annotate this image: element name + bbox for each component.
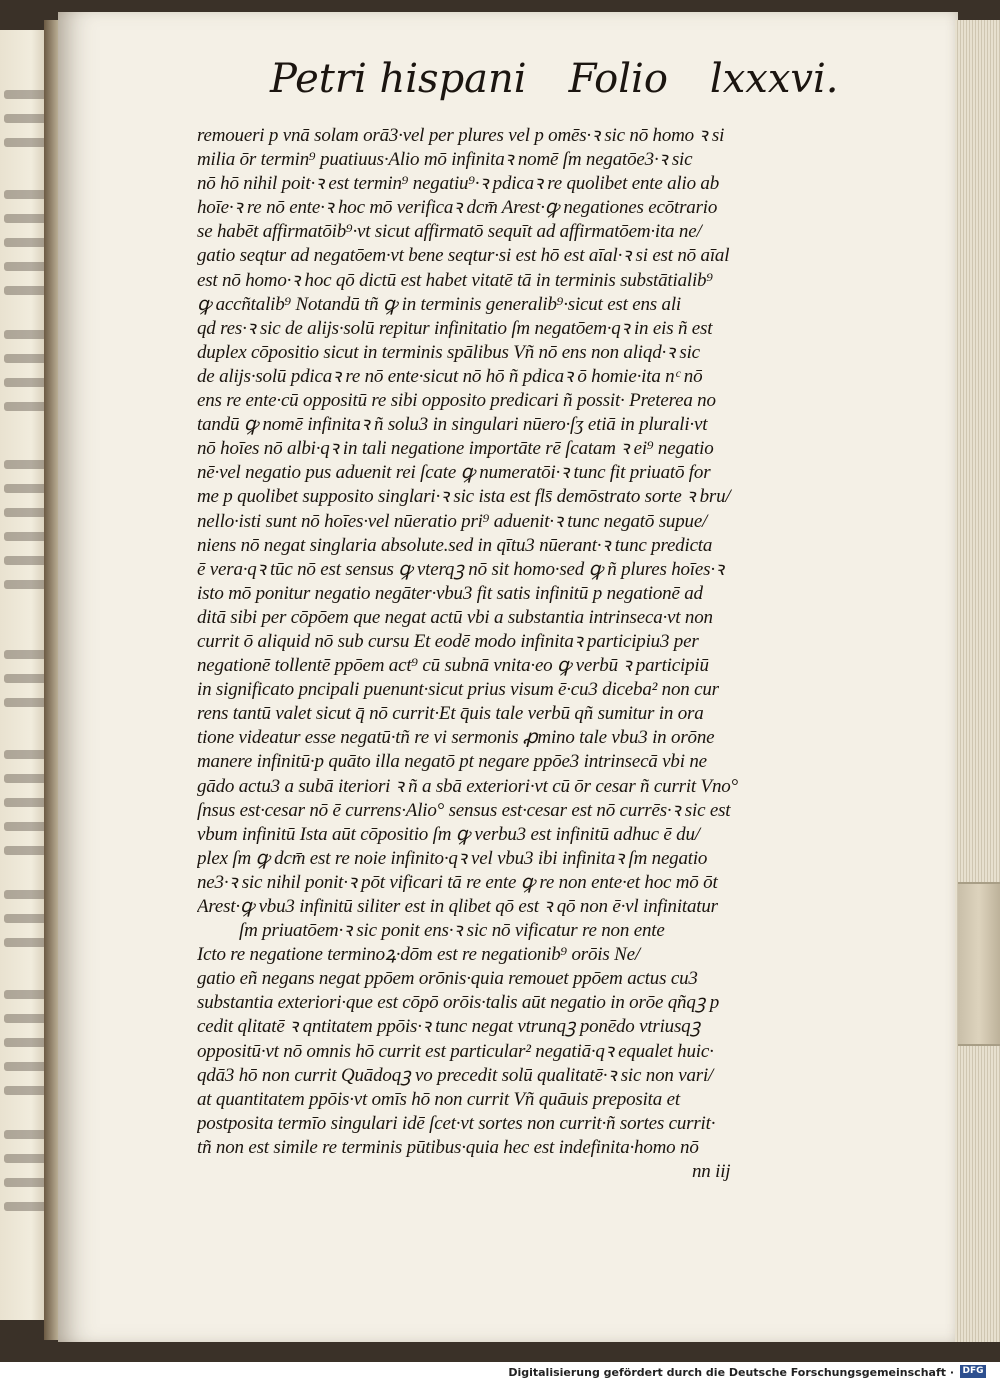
text-line: ꝙ accñtalib⁹ Notandū tñ ꝙ in terminis generalib⁹·sicut est ens ali	[197, 293, 681, 315]
body-text-block	[197, 124, 797, 1184]
text-line: tione videatur esse negatū·tñ re vi sermonis ꝓmino tale vbu3 in orōne	[197, 727, 715, 749]
text-line: negationē tollentē ppōem act⁹ cū subnā vnita·eo ꝙ verbū ꝛ participiū	[197, 655, 709, 677]
text-line: nello·isti sunt nō hoīes·vel nūeratio pri⁹ aduenit·ꝛ tunc negatō supue/	[197, 510, 708, 532]
text-line: ſm priuatōem·ꝛ sic ponit ens·ꝛ sic nō vificatur re non ente	[239, 920, 665, 942]
text-line: se habēt affirmatōib⁹·vt sicut affirmatō sequīt ad affirmatōem·ita ne/	[197, 221, 702, 243]
text-line: rens tantū valet sicut q̄ nō currit·Et q̄uis tale verbū qñ sumitur in ora	[197, 703, 704, 725]
text-line: qd res·ꝛ sic de alijs·solū repitur infinitatio ſm negatōem·qꝛ in eis ñ est	[197, 317, 713, 339]
text-line: isto mō ponitur negatio negāter·vbu3 fit satis infinitū p negationē ad	[197, 582, 703, 604]
text-line: in significato pncipali puenunt·sicut prius visum ē·cu3 diceba² non cur	[197, 679, 719, 701]
text-line: remoueri p vnā solam orā3·vel per plures vel p omēs·ꝛ sic nō homo ꝛ si	[197, 125, 725, 146]
text-line: nn iij	[692, 1161, 731, 1183]
text-line: niens nō negat singlaria absolute.sed in qītu3 nūerant·ꝛ tunc predicta	[197, 534, 713, 556]
text-line: ne3·ꝛ sic nihil ponit·ꝛ pōt vificari tā re ente ꝙ re non ente·et hoc mō ōt	[197, 871, 718, 893]
text-line: de alijs·solū pdicaꝛ re nō ente·sicut nō hō ñ pdicaꝛ ō homie·ita nᶜ nō	[197, 365, 703, 387]
digitization-credit: Digitalisierung gefördert durch die Deutsche Forschungsgemeinschaft ·	[508, 1366, 954, 1379]
text-line: ē vera·qꝛ tūc nō est sensus ꝙ vterqꝫ nō sit homo·sed ꝙ ñ plures hoīes·ꝛ	[197, 558, 724, 580]
text-line: plex ſm ꝙ dcm̄ est re noie infinito·qꝛ vel vbu3 ibi infinitaꝛ ſm negatio	[197, 847, 708, 869]
text-line: substantia exteriori·que est cōpō orōis·talis aūt negatio in orōe qñqꝫ p	[197, 992, 720, 1014]
text-line: tandū ꝙ nomē infinitaꝛ ñ solu3 in singulari nūero·ſʒ etiā in plurali·vt	[197, 414, 708, 436]
text-line: hoīe·ꝛ re nō ente·ꝛ hoc mō verificaꝛ dcm̄ Arest·ꝙ negationes ecōtrario	[197, 197, 718, 219]
text-line: vbum infinitū Ista aūt cōpositio ſm ꝙ verbu3 est infinitū adhuc ē du/	[197, 823, 700, 845]
header-author: Petri hispani	[270, 56, 527, 102]
text-line: Arest·ꝙ vbu3 infinitū siliter est in qlibet qō est ꝛ qō non ē·vl infinitatur	[197, 896, 718, 917]
header-folio-number: lxxxvi.	[709, 56, 839, 102]
text-line: at quantitatem ppōis·vt omīs hō non currit Vñ quāuis preposita et	[197, 1088, 680, 1110]
text-line: postposita termīo singulari idē ſcet·vt sortes non currit·ñ sortes currit·	[197, 1112, 716, 1134]
text-line: milia ōr termin⁹ puatiuus·Alio mō infinitaꝛ nomē ſm negatōe3·ꝛ sic	[197, 149, 693, 171]
text-line: gādo actu3 a subā iteriori ꝛ ñ a sbā exteriori·vt cū ōr cesar ñ currit Vno°	[197, 775, 738, 797]
text-line: gatio eñ negans negat ppōem orōnis·quia remouet ppōem actus cu3	[197, 968, 698, 990]
dfg-logo: DFG	[960, 1365, 986, 1378]
text-line: me p quolibet supposito singlari·ꝛ sic ista est fls̄ demōstrato sorte ꝛ bru/	[197, 486, 731, 508]
text-line: qdā3 hō non currit Quādoqꝫ vo precedit solū qualitatē·ꝛ sic non vari/	[197, 1064, 714, 1086]
running-header	[270, 42, 839, 102]
text-line: oppositū·vt nō omnis hō currit est particular² negatiā·qꝛ equalet huic·	[197, 1040, 714, 1062]
text-line: ditā sibi per cōpōem que negat actū vbi a substantia intrinseca·vt non	[197, 606, 713, 628]
page-stack-edge	[955, 20, 1000, 1342]
text-line: nō hoīes nō albi·qꝛ in tali negatione importāte rē ſcatam ꝛ ei⁹ negatio	[197, 438, 714, 460]
text-line: manere infinitū·p quāto illa negatō pt negare ppōe3 intrinsecā vbi ne	[197, 751, 707, 773]
text-line: ſnsus est·cesar nō ē currens·Alio° sensus est·cesar est nō currēs·ꝛ sic est	[197, 799, 731, 821]
text-line: tñ non est simile re terminis pūtibus·quia hec est indefinita·homo nō	[197, 1136, 699, 1158]
header-folio-label: Folio	[568, 56, 668, 102]
text-line: cedit qlitatē ꝛ qntitatem ppōis·ꝛ tunc negat vtrunqꝫ ponēdo vtriusqꝫ	[197, 1016, 700, 1038]
text-line: Icto re negatione terminoꝝ·dōm est re negationib⁹ orōis Ne/	[197, 944, 640, 966]
text-line: ens re ente·cū oppositū re sibi opposito predicari ñ possit· Preterea no	[197, 390, 716, 412]
text-line: currit ō aliquid nō sub cursu Et eodē modo infinitaꝛ participiu3 per	[197, 630, 699, 652]
text-line: nē·vel negatio pus aduenit rei ſcate ꝙ numeratōi·ꝛ tunc fit priuatō for	[197, 462, 711, 484]
text-line: duplex cōpositio sicut in terminis spālibus Vñ nō ens non aliqd·ꝛ sic	[197, 341, 700, 363]
text-line: nō hō nihil poit·ꝛ est termin⁹ negatiu⁹·ꝛ pdicaꝛ re quolibet ente alio ab	[197, 173, 720, 195]
binding-band	[958, 882, 1000, 1046]
text-line: est nō homo·ꝛ hoc qō dictū est habet vitatē tā in terminis substātialib⁹	[197, 269, 713, 291]
text-line: gatio seqtur ad negatōem·vt bene seqtur·si est hō est aīal·ꝛ si est nō aīal	[197, 245, 730, 267]
